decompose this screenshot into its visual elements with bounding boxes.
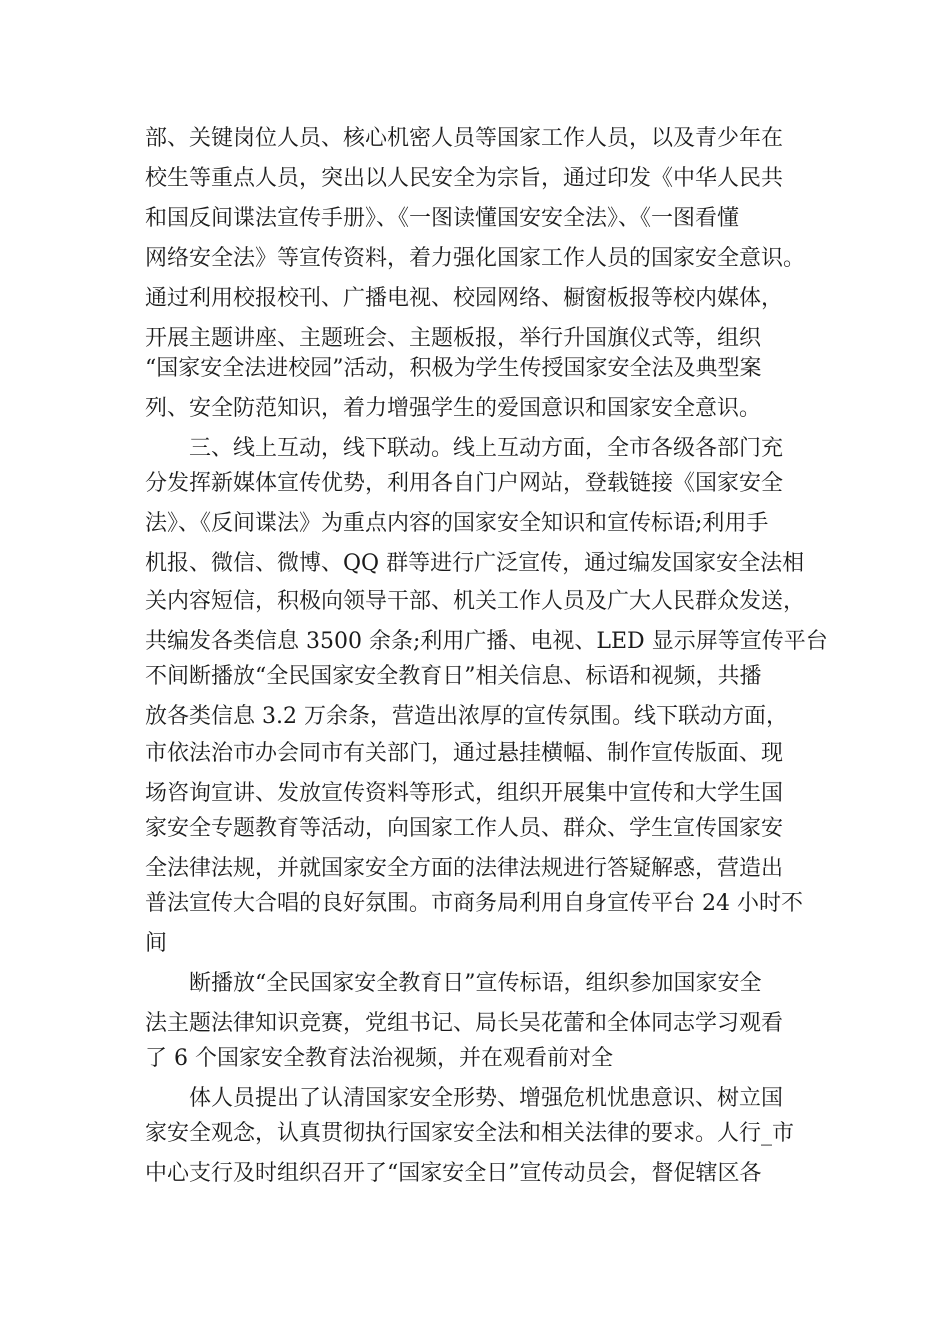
- text-line: 放各类信息 3.2 万余条，营造出浓厚的宣传氛围。线下联动方面，: [145, 704, 788, 729]
- text-line: 了 6 个国家安全教育法治视频，并在观看前对全: [145, 1046, 613, 1071]
- text-line: 家安全专题教育等活动，向国家工作人员、群众、学生宣传国家安: [145, 816, 784, 841]
- text-line: 间: [145, 931, 168, 956]
- text-line: 共编发各类信息 3500 余条;利用广播、电视、LED 显示屏等宣传平台: [145, 629, 828, 654]
- text-line: 三、线上互动，线下联动。线上互动方面，全市各级各部门充: [189, 436, 784, 461]
- text-line: 开展主题讲座、主题班会、主题板报，举行升国旗仪式等，组织: [145, 326, 762, 351]
- text-line: 全法律法规，并就国家安全方面的法律法规进行答疑解惑，营造出: [145, 856, 784, 881]
- text-line: 通过利用校报校刊、广播电视、校园网络、橱窗板报等校内媒体，: [145, 286, 784, 311]
- text-line: 部、关键岗位人员、核心机密人员等国家工作人员，以及青少年在: [145, 126, 784, 151]
- text-line: 市依法治市办会同市有关部门，通过悬挂横幅、制作宣传版面、现: [145, 741, 784, 766]
- text-line: 关内容短信，积极向领导干部、机关工作人员及广大人民群众发送，: [145, 589, 806, 614]
- text-line: 校生等重点人员，突出以人民安全为宗旨，通过印发《中华人民共: [145, 166, 784, 191]
- text-line: 场咨询宣讲、发放宣传资料等形式，组织开展集中宣传和大学生国: [145, 781, 784, 806]
- text-line: “国家安全法进校园”活动，积极为学生传授国家安全法及典型案: [145, 356, 762, 381]
- text-line: 普法宣传大合唱的良好氛围。市商务局利用自身宣传平台 24 小时不: [145, 891, 803, 916]
- text-line: 列、安全防范知识，着力增强学生的爱国意识和国家安全意识。: [145, 396, 762, 421]
- text-line: 法》、《反间谍法》为重点内容的国家安全知识和宣传标语;利用手: [145, 511, 769, 536]
- text-line: 网络安全法》等宣传资料，着力强化国家工作人员的国家安全意识。: [145, 246, 806, 271]
- text-line: 体人员提出了认清国家安全形势、增强危机忧患意识、树立国: [189, 1086, 784, 1111]
- text-line: 分发挥新媒体宣传优势，利用各自门户网站，登载链接《国家安全: [145, 471, 784, 496]
- text-line: 法主题法律知识竞赛，党组书记、局长吴花蕾和全体同志学习观看: [145, 1011, 784, 1036]
- text-line: 机报、微信、微博、QQ 群等进行广泛宣传，通过编发国家安全法相: [145, 551, 805, 576]
- text-line: 不间断播放“全民国家安全教育日”相关信息、标语和视频，共播: [145, 664, 762, 689]
- text-line: 和国反间谍法宣传手册》、《一图读懂国安安全法》、《一图看懂: [145, 206, 740, 231]
- text-line: 家安全观念，认真贯彻执行国家安全法和相关法律的要求。人行_市: [145, 1121, 795, 1146]
- text-line: 中心支行及时组织召开了“国家安全日”宣传动员会，督促辖区各: [145, 1161, 762, 1186]
- text-line: 断播放“全民国家安全教育日”宣传标语，组织参加国家安全: [189, 971, 762, 996]
